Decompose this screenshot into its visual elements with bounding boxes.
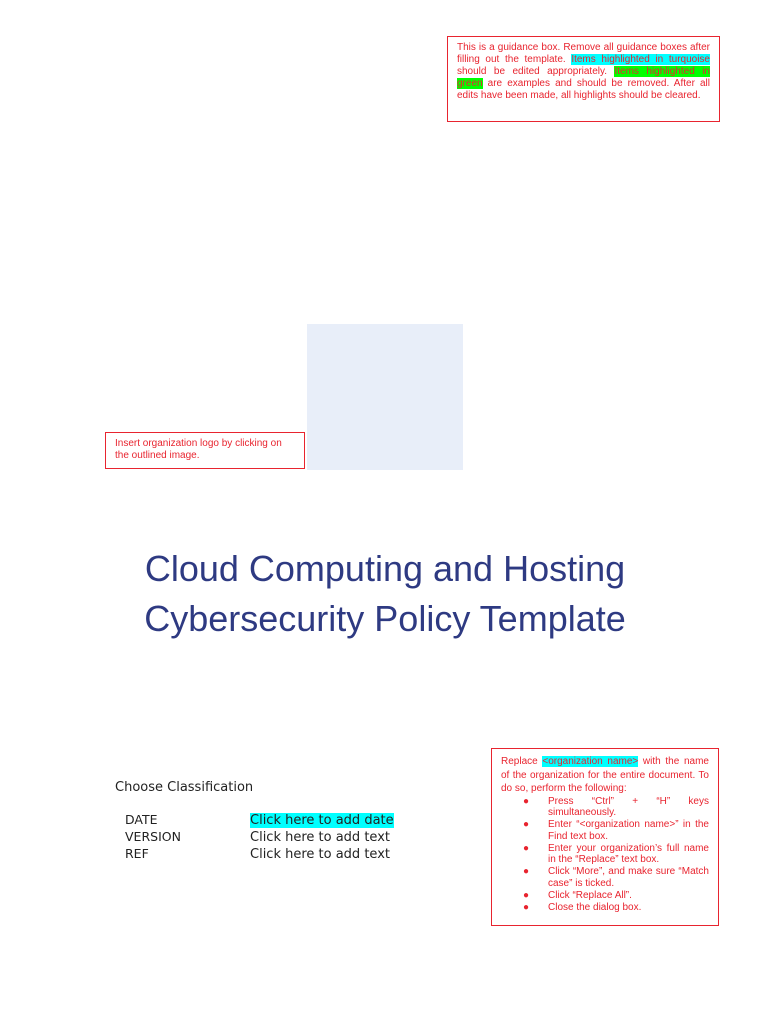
version-label: VERSION <box>125 829 181 844</box>
list-item <box>501 902 709 914</box>
date-label: DATE <box>125 812 158 827</box>
list-item <box>501 866 709 890</box>
replace-intro <box>501 755 709 796</box>
step-text: Press “Ctrl” + “H” keys simultaneously. <box>548 795 709 819</box>
ref-field[interactable]: Click here to add text <box>250 847 390 862</box>
bullet-icon: ● <box>523 819 530 831</box>
list-item <box>501 796 709 820</box>
guidance-text: This is a guidance box. Remove all guidance boxes after filling out the template. <box>457 42 710 65</box>
step-text: Enter your organization’s full name in the “Replace” text box. <box>548 842 709 866</box>
list-item <box>501 890 709 902</box>
guidance-logo-text: Insert organization logo by clicking on the outlined image. <box>115 438 282 461</box>
bullet-icon: ● <box>523 901 530 913</box>
step-text: Enter “<organization name>” in the Find text box. <box>548 819 709 842</box>
step-text: Click “More”, and make sure “Match case” is ticked. <box>548 866 709 890</box>
green-highlight-text: Items highlighted in green <box>457 66 710 89</box>
meta-row-ref <box>125 846 390 862</box>
document-title <box>0 544 770 644</box>
bullet-icon: ● <box>523 842 530 854</box>
replace-steps-list <box>501 796 709 914</box>
bullet-icon: ● <box>523 866 530 878</box>
bullet-icon: ● <box>523 795 530 807</box>
ref-label: REF <box>125 846 149 861</box>
guidance-box-instructions <box>447 36 720 122</box>
version-field[interactable]: Click here to add text <box>250 830 390 845</box>
title-line-2: Cybersecurity Policy Template <box>144 598 626 639</box>
organization-name-highlight: <organization name> <box>542 756 639 767</box>
replace-intro-text: Replace <box>501 756 543 767</box>
meta-row-date <box>125 812 394 828</box>
date-field[interactable]: Click here to add date <box>250 813 394 828</box>
title-line-1: Cloud Computing and Hosting <box>144 548 626 589</box>
meta-row-version <box>125 829 390 845</box>
list-item <box>501 843 709 867</box>
turquoise-highlight-text: Items highlighted in turquoise <box>571 54 710 65</box>
bullet-icon: ● <box>523 889 530 901</box>
guidance-text: should be edited appropriately. <box>457 66 615 77</box>
classification-field[interactable]: Choose Classification <box>115 780 254 795</box>
guidance-box-logo <box>105 432 305 469</box>
guidance-text: are examples and should be removed. After all edits have been made, all highlights should be cleared. <box>457 78 710 101</box>
step-text: Close the dialog box. <box>548 901 642 913</box>
guidance-box-replace <box>491 748 719 926</box>
step-text: Click “Replace All”. <box>548 889 632 901</box>
list-item <box>501 819 709 843</box>
replace-intro-text-2: with the name of the organization for the entire document. To do so, perform the following: <box>501 756 709 794</box>
organization-logo-placeholder[interactable] <box>307 324 463 470</box>
